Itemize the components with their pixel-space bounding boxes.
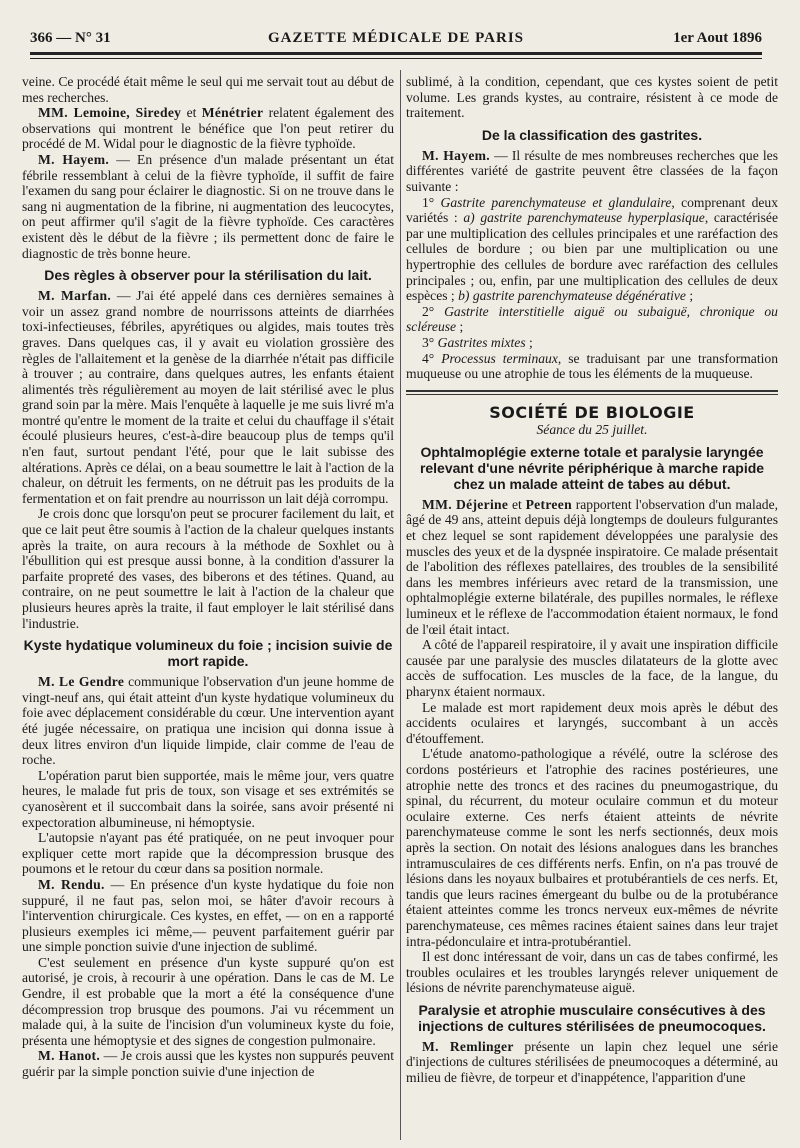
section-heading: Des règles à observer pour la stérilisation du lait. bbox=[44, 267, 372, 284]
speaker-name: MM. Lemoine, Siredey bbox=[38, 105, 182, 121]
text-run: présente un lapin chez lequel une série d'injections de cultures stérilisées de pneumocoques a déterminé, au milieu de fièvre, de torpeur et d'inappétence, l'apparition d'une bbox=[406, 1038, 778, 1086]
column-divider bbox=[400, 70, 401, 1140]
speaker-name: M. Rendu. bbox=[38, 876, 105, 892]
text-run: et bbox=[181, 105, 202, 121]
list-number: 3° bbox=[422, 334, 438, 350]
list-item bbox=[406, 304, 778, 335]
paragraph bbox=[22, 674, 394, 768]
speaker-name: M. Hayem. bbox=[38, 151, 110, 167]
speaker-name: Ménétrier bbox=[201, 105, 264, 121]
speaker-name: M. Remlinger bbox=[422, 1038, 514, 1054]
paragraph: A côté de l'appareil respiratoire, il y avait une inspiration difficile causée par une paralysie des muscles dilatateurs de la glotte avec accès de suffocation. Les muscles de la face, de la langue, du pharynx étaient normaux. bbox=[406, 637, 778, 699]
header-rule-thin bbox=[30, 58, 762, 59]
text-run: — Il résulte de mes nombreuses recherches que les différentes variété de gastrite peuvent être classées de la façon suivante : bbox=[406, 147, 778, 194]
paragraph bbox=[22, 152, 394, 261]
speaker-name: Petreen bbox=[525, 496, 572, 512]
speaker-name: MM. Déjerine bbox=[422, 496, 509, 512]
text-run: relatent également des observations qui montrent le bénéfice que l'on peut retirer du procédé de M. Widal pour le diagnostic de la fièvre typhoïde. bbox=[22, 105, 394, 152]
paragraph bbox=[22, 288, 394, 506]
list-number: 2° bbox=[422, 303, 445, 319]
speaker-name: M. Hayem. bbox=[422, 147, 491, 163]
session-date: Séance du 25 juillet. bbox=[536, 422, 648, 438]
paragraph: Je crois donc que lorsqu'on peut se procurer facilement du lait, et que ce lait peut être soumis à l'action de la chaleur quelques instants après la traite, on aura recours à la méthode de Soxhlet ou à l'ébullition qui est presque aussi bonne, à la condition d'assurer la parfaite propreté des vases, des biberons et des tétines. Quand, au contraire, on ne peut soumettre le lait à l'action de la chaleur que plusieurs heures après la traite, il faut employer le lait stérilisé dans l'industrie. bbox=[22, 506, 394, 631]
right-column bbox=[406, 74, 778, 1086]
paragraph bbox=[22, 877, 394, 955]
paragraph: Le malade est mort rapidement deux mois après le début des accidents oculaires et laryngés, succombant à un accès d'étouffement. bbox=[406, 699, 778, 746]
text-run: et bbox=[508, 496, 526, 512]
section-rule bbox=[406, 390, 778, 395]
italic-run: Processus terminaux bbox=[441, 350, 558, 366]
section-heading: Paralysie et atrophie musculaire consécutives à des injections de cultures stérilisées de pneumocoques. bbox=[418, 1001, 766, 1034]
list-number: 4° bbox=[422, 350, 442, 366]
paragraph: L'opération parut bien supportée, mais le même jour, vers quatre heures, le malade fut pris de toux, son visage et ses extrémités se cyanosèrent et il succombait dans la soirée, sans avoir présenté ni expectoration albumineuse, ni hémoptysie. bbox=[22, 767, 394, 830]
speaker-name: M. Le Gendre bbox=[38, 674, 125, 690]
text-run: , se traduisant par une transformation muqueuse ou une atrophie de tous les éléments de la muqueuse. bbox=[406, 350, 778, 382]
paragraph: L'autopsie n'ayant pas été pratiquée, on ne peut invoquer pour expliquer cette mort rapide que la décompression brusque des poumons et le retour du cœur dans sa position normale. bbox=[22, 830, 394, 877]
page-number: 366 — N° 31 bbox=[30, 30, 111, 46]
list-item bbox=[406, 335, 778, 351]
speaker-name: M. Marfan. bbox=[38, 288, 112, 304]
italic-run: b) gastrite parenchymateuse dégénérative bbox=[458, 288, 686, 304]
text-run: — J'ai été appelé dans ces dernières semaines à voir un assez grand nombre de nourrissons atteints de diarrhées toxi-infectieuses, fébriles, apyrétiques ou algides, mais toutes très graves. Dans quelques cas, il y avait eu violation grossière des règles de l'allaitement et la genèse de la diarrhée n'était pas difficile à trouver ; au contraire, dans quelques autres, les enfants étaient alimentés très régulièrement au moyen de lait stérilisé avec le plus grand soin par la mère. Mais l'enquête à laquelle je me suis livré m'a montré qu'entre le moment de la traite et celui du chauffage il s'était écoulé plusieurs heures, c'est-à-dire beaucoup plus de temps qu'il n'en faut, surtout pendant l'été, pour que le lait subisse des altérations. Après ce délai, on a beau soumettre le lait à l'action de la chaleur, on détruit les ferments, on ne détruit pas les produits de la fermentation et on fait prendre au nourrisson un lait déjà corrompu. bbox=[22, 288, 394, 506]
society-title: SOCIÉTÉ DE BIOLOGIE bbox=[489, 402, 695, 422]
section-heading: De la classification des gastrites. bbox=[481, 126, 703, 143]
paragraph: L'étude anatomo-pathologique a révélé, outre la sclérose des cordons postérieurs et l'atrophie des racines postérieures, une atrophie nette des troncs et des racines du pneumogastrique, du spinal, du récurrent, du moteur oculaire commun et du moteur oculaire externe. Ces nerfs étaient atteints de névrite parenchymateuse comme le sont les nerfs sectionnés, deux mois après la section. On notait des lésions analogues dans les branches intramusculaires de ces différents nerfs. Enfin, on n'a pas trouvé de lésions dans les noyaux bulbaires et protubérantiels de ces nerfs. Et, tandis que leurs racines émergeant du bulbe ou de la protubérance étaient atteintes comme les troncs nerveux eux-mêmes de névrite parenchymateuse, ces mêmes racines étaient saines dans leur trajet intra-pédonculaire et intra-protubérantiel. bbox=[406, 746, 778, 949]
text-run: — En présence d'un kyste hydatique du foie non suppuré, il ne faut pas, selon moi, se hâter d'avoir recours à l'intervention chirurgicale. Ces kystes, en effet, — on en a rapporté plusieurs exemples ici même,— peuvent parfaitement guérir par une simple ponction suivie d'une injection de sublimé. bbox=[22, 876, 394, 955]
paragraph bbox=[22, 105, 394, 152]
text-run: ; bbox=[456, 319, 464, 335]
paragraph: Il est donc intéressant de voir, dans un cas de tabes confirmé, les troubles oculaires et les troubles laryngés relever uniquement de lésions de névrite parenchymateuse aiguë. bbox=[406, 949, 778, 996]
italic-run: Gastrite interstitielle aiguë ou subaiguë, chronique ou scléreuse bbox=[406, 303, 778, 335]
paragraph: veine. Ce procédé était même le seul qui me servait tout au début de mes recherches. bbox=[22, 74, 394, 105]
journal-title: GAZETTE MÉDICALE DE PARIS bbox=[267, 30, 524, 46]
italic-run: a) gastrite parenchymateuse hyperplasique bbox=[463, 210, 705, 226]
issue-date: 1er Aout 1896 bbox=[673, 30, 762, 46]
paragraph: C'est seulement en présence d'un kyste suppuré qu'on est autorisé, je crois, à recourir à une opération. Dans le cas de M. Le Gendre, il est probable que la mort a été la conséquence d'une décompression trop brusque des poumons. J'ai vu récemment un malade qui, à la suite de l'incision d'un volumineux kyste du foie, présenta une hémoptysie et des signes de congestion pulmonaire. bbox=[22, 954, 394, 1048]
text-run: — En présence d'un malade présentant un état fébrile ressemblant à celui de la fièvre typhoïde, il suffit de faire l'examen du sang pour éclairer le diagnostic. Si on ne trouve dans le sang ni augmentation de la fibrine, ni augmentation des leucocytes, on peut affirmer qu'il s'agit de la fièvre typhoïde. Ces caractères existent dès le début de la fièvre ; ils permettent donc de faire le diagnostic de très bonne heure. bbox=[22, 151, 394, 261]
header-rule-thick bbox=[30, 52, 762, 55]
italic-run: Gastrite parenchymateuse et glandulaire bbox=[440, 194, 672, 210]
paragraph bbox=[406, 148, 778, 195]
page-header bbox=[30, 26, 762, 54]
speaker-name: M. Hanot. bbox=[38, 1048, 101, 1064]
section-heading: Ophtalmoplégie externe totale et paralysie laryngée relevant d'une névrite périphérique à marche rapide chez un malade atteint de tabes au début. bbox=[419, 443, 765, 492]
paragraph: sublimé, à la condition, cependant, que ces kystes soient de petit volume. Les grands kystes, au contraire, résistent à ce mode de traitement. bbox=[406, 74, 778, 121]
text-run: , comprenant deux variétés : bbox=[406, 194, 778, 226]
text-run: ; bbox=[525, 334, 533, 350]
italic-run: Gastrites mixtes bbox=[437, 334, 526, 350]
list-item bbox=[406, 351, 778, 382]
paragraph bbox=[22, 1048, 394, 1079]
section-heading: Kyste hydatique volumineux du foie ; incision suivie de mort rapide. bbox=[23, 637, 393, 670]
left-column bbox=[22, 74, 394, 1080]
text-run: communique l'observation d'un jeune homme de vingt-neuf ans, qui était atteint d'un kyste hydatique volumineux du foie avec déplacement considérable du cœur. Une intervention ayant été jugée nécessaire, on pratiqua une incision qui donna issue à deux litres environ d'un liquide limpide, clair comme de l'eau de roche. bbox=[22, 674, 394, 768]
text-run: , caractérisée par une multiplication des cellules principales et une raréfaction des cellules de bordure ; ou bien par une multiplication ou une hypertrophie des cellules de bordure avec raréfaction des cellules principales ; ou, enfin, par une multiplication des cellules de deux espèces ; bbox=[406, 210, 778, 304]
text-run: ; bbox=[685, 288, 694, 304]
text-run: — Je crois aussi que les kystes non suppurés peuvent guérir par la simple ponction suivie d'une injection de bbox=[22, 1048, 394, 1080]
list-item bbox=[406, 195, 778, 304]
paragraph bbox=[406, 1039, 778, 1086]
paragraph bbox=[406, 497, 778, 637]
text-run: rapportent l'observation d'un malade, âgé de 49 ans, atteint depuis déjà longtemps de douleurs fulgurantes et chez lequel se sont rapidement développées une paralysie des muscles des yeux et de la dyspnée inspiratoire. Ce malade présentait de l'abolition des réflexes patellaires, des troubles de la sensibilité dans les membres inférieurs avec retard de la transmission, une ophtalmoplégie externe bilatérale, des pupilles normales, le réflexe lumineux et le réflexe de l'accommodation étaient normaux, le fond de l'œil était intact. bbox=[406, 496, 779, 637]
list-number: 1° bbox=[422, 194, 441, 210]
